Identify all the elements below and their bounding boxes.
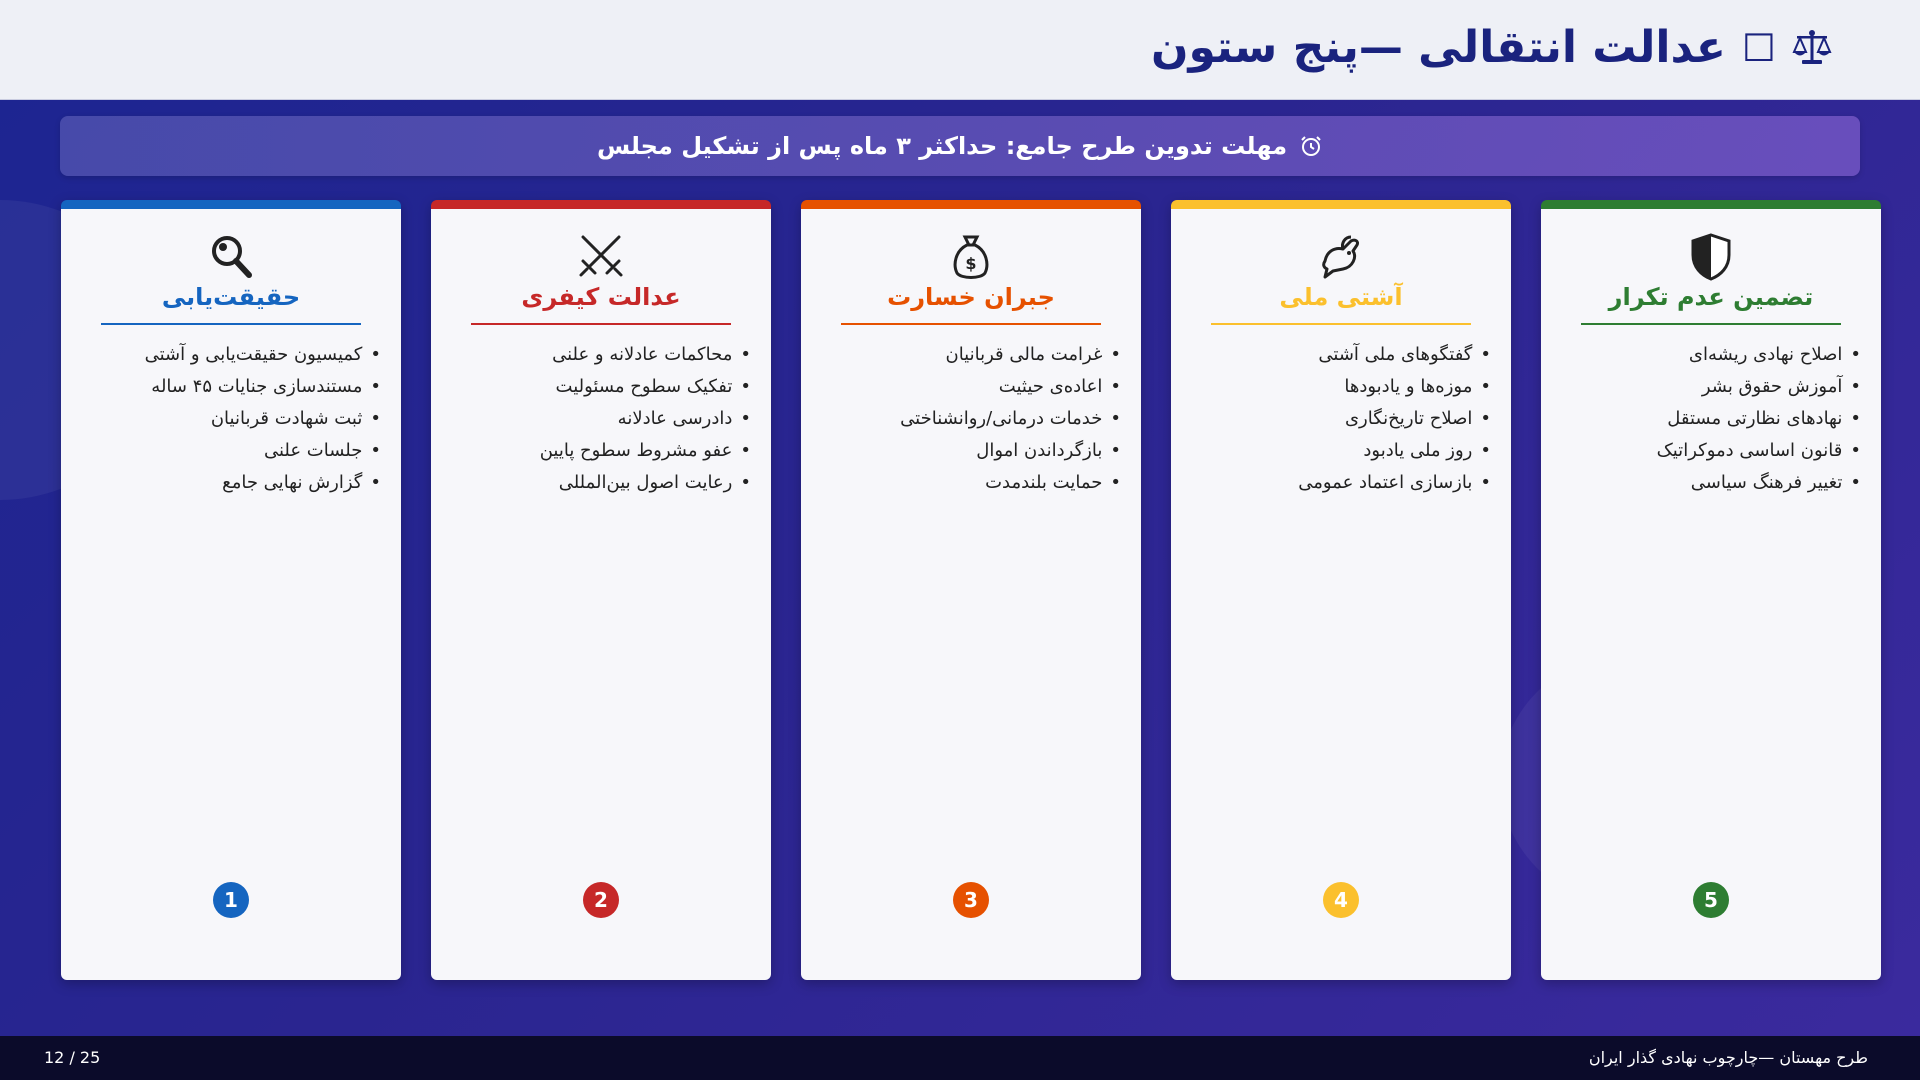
- dove-icon: [1315, 231, 1367, 283]
- pillar-number-badge: 4: [1323, 882, 1359, 918]
- pillar-title: عدالت کیفری: [471, 283, 731, 325]
- pillar-number-badge: 3: [953, 882, 989, 918]
- list-item: • نهادهای نظارتی مستقل: [1667, 408, 1861, 429]
- list-item: • گزارش نهایی جامع: [222, 472, 381, 493]
- list-item: • حمایت بلندمدت: [985, 472, 1121, 493]
- list-item: • غرامت مالی قربانیان: [945, 344, 1121, 365]
- list-item: • مستندسازی جنایات ۴۵ ساله: [151, 376, 381, 397]
- deadline-banner: [60, 116, 1860, 176]
- pillar-title: آشتی ملی: [1211, 283, 1471, 325]
- magnifying-glass-icon: [205, 231, 257, 283]
- pillar-number-badge: 1: [213, 882, 249, 918]
- footer-caption: طرح مهستان —چارچوب نهادی گذار ایران: [1588, 1048, 1868, 1067]
- alarm-clock-icon: [1299, 134, 1323, 158]
- pillar-number-badge: 2: [583, 882, 619, 918]
- pillar-number-badge: 5: [1693, 882, 1729, 918]
- pillar-title: حقیقت‌یابی: [101, 283, 361, 325]
- list-item: • رعایت اصول بین‌المللی: [558, 472, 751, 493]
- pillar-title: جبران خسارت: [841, 283, 1101, 325]
- list-item: • محاکمات عادلانه و علنی: [552, 344, 751, 365]
- list-item: • موزه‌ها و یادبودها: [1344, 376, 1491, 397]
- header-bar: [0, 0, 1920, 100]
- svg-text:$: $: [965, 254, 977, 273]
- list-item: • ثبت شهادت قربانیان: [210, 408, 381, 429]
- list-item: • بازگرداندن اموال: [976, 440, 1121, 461]
- list-item: • تفکیک سطوح مسئولیت: [555, 376, 751, 397]
- pillar-list: [431, 339, 771, 499]
- money-bag-icon: [945, 231, 997, 283]
- list-item: • اصلاح تاریخ‌نگاری: [1344, 408, 1491, 429]
- pillar-list: [1541, 339, 1881, 499]
- pillar-card-criminal-justice: [431, 200, 771, 980]
- shield-icon: [1685, 231, 1737, 283]
- footer-bar: [0, 1036, 1920, 1080]
- page-title: [1151, 22, 1832, 73]
- list-item: • عفو مشروط سطوح پایین: [539, 440, 751, 461]
- pillar-list: [801, 339, 1141, 499]
- page-title-text: عدالت انتقالی —پنج ستون: [1150, 22, 1726, 73]
- list-item: • خدمات درمانی/روانشناختی: [900, 408, 1121, 429]
- pillar-card-reconciliation: [1171, 200, 1511, 980]
- scales-of-justice-icon: [1792, 28, 1832, 68]
- pillar-card-reparations: [801, 200, 1141, 980]
- pillar-list: [1171, 339, 1511, 499]
- list-item: • قانون اساسی دموکراتیک: [1656, 440, 1861, 461]
- list-item: • کمیسیون حقیقت‌یابی و آشتی: [144, 344, 381, 365]
- list-item: • تغییر فرهنگ سیاسی: [1690, 472, 1861, 493]
- list-item: • بازسازی اعتماد عمومی: [1298, 472, 1491, 493]
- list-item: • آموزش حقوق بشر: [1701, 376, 1861, 397]
- list-item: • دادرسی عادلانه: [617, 408, 751, 429]
- crossed-swords-icon: [575, 231, 627, 283]
- pillar-title: تضمین عدم تکرار: [1581, 283, 1841, 325]
- list-item: • جلسات علنی: [263, 440, 381, 461]
- title-box-glyph: ☐: [1741, 25, 1776, 70]
- list-item: • روز ملی یادبود: [1363, 440, 1491, 461]
- list-item: • اصلاح نهادی ریشه‌ای: [1688, 344, 1861, 365]
- list-item: • اعاده‌ی حیثیت: [998, 376, 1121, 397]
- banner-text: مهلت تدوین طرح جامع: حداکثر ۳ ماه پس از تشکیل مجلس: [596, 132, 1288, 160]
- page-counter: 12 / 25: [44, 1048, 101, 1067]
- list-item: • گفتگوهای ملی آشتی: [1318, 344, 1491, 365]
- pillar-list: [61, 339, 401, 499]
- pillar-card-truth-seeking: [61, 200, 401, 980]
- pillar-card-non-recurrence: [1541, 200, 1881, 980]
